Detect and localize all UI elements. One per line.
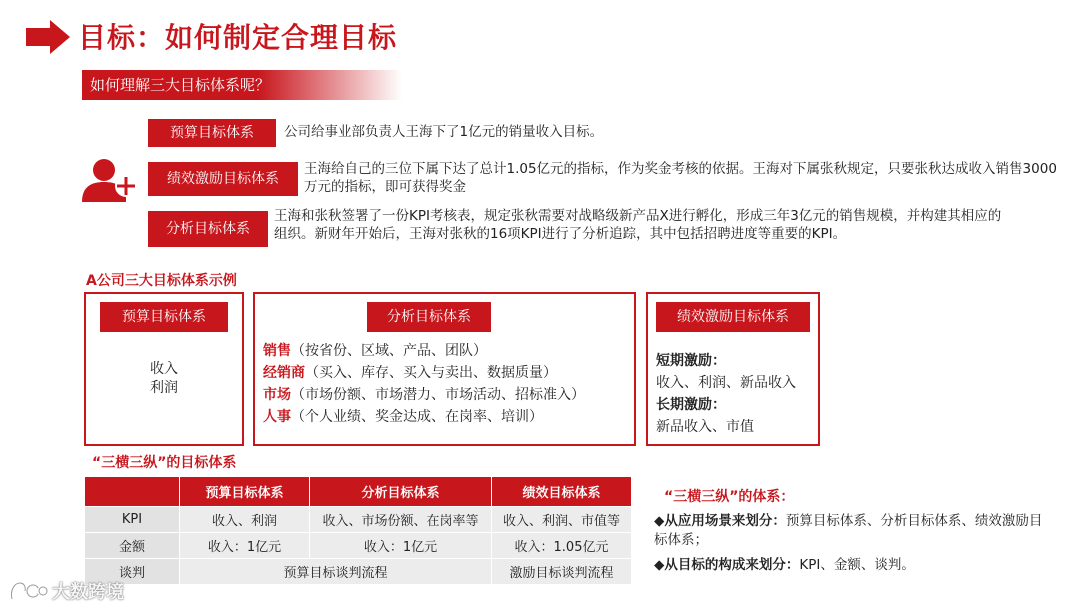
example-incentive-head: 绩效激励目标体系 [656, 302, 810, 332]
table-header-cell: 绩效目标体系 [492, 477, 632, 507]
table-header-row [85, 477, 632, 507]
analysis-row-hr: 人事（个人业绩、奖金达成、在岗率、培训） [263, 409, 543, 425]
table-row [85, 533, 632, 559]
analysis-row-sales: 销售（按省份、区域、产品、团队） [263, 343, 487, 359]
example-budget-item: 利润 [150, 380, 178, 396]
example-budget-item: 收入 [150, 361, 178, 377]
table-cell: 收入、市场份额、在岗率等 [310, 507, 492, 533]
table-header-cell [85, 477, 180, 507]
short-term-value: 收入、利润、新品收入 [656, 375, 796, 391]
notes-title: “三横三纵”的体系： [664, 489, 795, 505]
table-header-cell: 预算目标体系 [180, 477, 310, 507]
desc-analysis-system: 王海和张秋签署了一份KPI考核表，规定张秋需要对战略级新产品X进行孵化，形成三年3亿元的销售规模，并构建其相应的组织。新财年开始后，王海对张秋的16项KPI进行了分析追踪，其中包括招聘进度等重要的KPI。 [274, 208, 1002, 242]
note-item: ◆从应用场景来划分：预算目标体系、分析目标体系、绩效激励目标体系； [654, 513, 1043, 548]
table-cell: 收入：1亿元 [180, 533, 310, 559]
add-person-icon [80, 156, 140, 204]
desc-incentive-system: 王海给自己的三位下属下达了总计1.05亿元的指标，作为奖金考核的依据。王海对下属张秋规定，只要张秋达成收入销售3000万元的指标，即可获得奖金 [304, 161, 1057, 195]
table-cell: 收入、利润、市值等 [492, 507, 632, 533]
three-by-three-table [84, 476, 632, 585]
watermark-logo-icon [8, 579, 48, 603]
table-row-label: KPI [85, 507, 180, 533]
table-cell: 收入：1.05亿元 [492, 533, 632, 559]
long-term-value: 新品收入、市值 [656, 419, 754, 435]
table-row-label: 金额 [85, 533, 180, 559]
table-row [85, 559, 632, 585]
label-incentive-system: 绩效激励目标体系 [148, 162, 298, 196]
page-title: 目标：如何制定合理目标 [78, 21, 398, 54]
table-row-label: 谈判 [85, 559, 180, 585]
table-row [85, 507, 632, 533]
example-analysis-box [253, 292, 636, 446]
example-budget-head: 预算目标体系 [100, 302, 228, 332]
label-analysis-system: 分析目标体系 [148, 211, 268, 247]
watermark-text: 大数跨境 [52, 582, 124, 603]
example-section-title: A公司三大目标体系示例 [86, 273, 237, 289]
grid-section-title: “三横三纵”的目标体系 [92, 455, 237, 471]
example-incentive-box [646, 292, 820, 446]
note-item: ◆从目标的构成来划分：KPI、金额、谈判。 [654, 557, 915, 573]
title-arrow-icon [26, 20, 70, 54]
short-term-label: 短期激励： [656, 353, 726, 369]
long-term-label: 长期激励： [656, 397, 726, 413]
table-cell-merged: 预算目标谈判流程 [180, 559, 492, 585]
table-header-cell: 分析目标体系 [310, 477, 492, 507]
question-banner: 如何理解三大目标体系呢？ [82, 70, 402, 100]
table-cell: 收入：1亿元 [310, 533, 492, 559]
table-cell: 激励目标谈判流程 [492, 559, 632, 585]
example-analysis-head: 分析目标体系 [367, 302, 491, 332]
watermark [8, 578, 124, 604]
label-budget-system: 预算目标体系 [148, 119, 276, 147]
desc-budget-system: 公司给事业部负责人王海下了1亿元的销量收入目标。 [284, 124, 604, 140]
analysis-row-dealer: 经销商（买入、库存、买入与卖出、数据质量） [263, 365, 557, 381]
example-budget-box [84, 292, 244, 446]
table-cell: 收入、利润 [180, 507, 310, 533]
analysis-row-market: 市场（市场份额、市场潜力、市场活动、招标准入） [263, 387, 585, 403]
